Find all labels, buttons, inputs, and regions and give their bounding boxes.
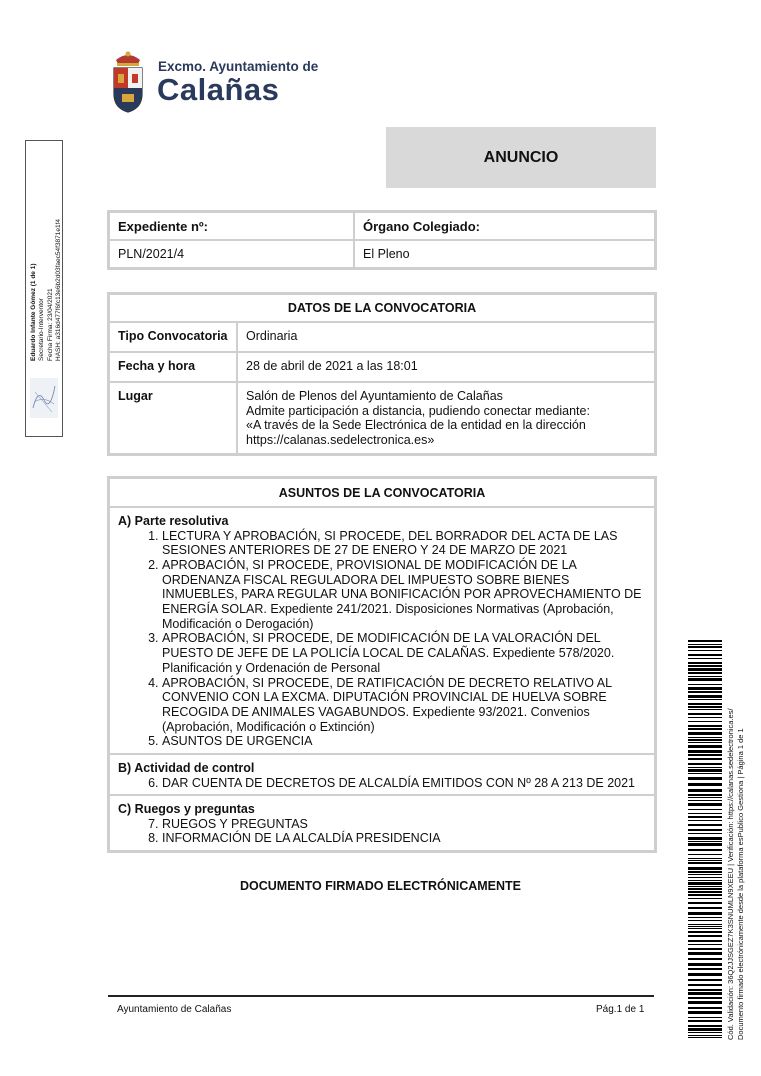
- barcode-bar: [688, 944, 722, 945]
- barcode-bar: [688, 935, 722, 937]
- barcode-bar: [688, 644, 722, 645]
- barcode-bar: [688, 920, 722, 921]
- barcode-bar: [688, 783, 722, 786]
- barcode-bar: [688, 797, 722, 798]
- barcode-bar: [688, 687, 722, 690]
- barcode-bar: [688, 958, 722, 960]
- organo-label: Órgano Colegiado:: [354, 212, 656, 241]
- anuncio-box: [386, 127, 656, 188]
- section-parte-resolutiva: [110, 508, 654, 753]
- agenda-item: 5. ASUNTOS DE URGENCIA: [162, 734, 646, 749]
- barcode-bar: [688, 841, 722, 842]
- barcode-bar: [688, 1037, 722, 1038]
- barcode-bar: [688, 843, 722, 846]
- barcode-bar: [688, 984, 722, 986]
- barcode-bar: [688, 816, 722, 818]
- barcode-bar: [688, 854, 722, 855]
- barcode-bar: [688, 763, 722, 765]
- barcode-bar: [688, 849, 722, 851]
- barcode-bar: [688, 1035, 722, 1036]
- barcode-bar: [688, 813, 722, 814]
- barcode-bar: [688, 742, 722, 743]
- signer-role: Secretario-Interventor: [38, 298, 46, 361]
- barcode-bar: [688, 713, 722, 715]
- agenda-item: 6. DAR CUENTA DE DECRETOS DE ALCALDÍA EMITIDOS CON Nº 28 A 213 DE 2021: [162, 776, 646, 791]
- barcode-bar: [688, 907, 722, 909]
- agenda-item: 3. APROBACIÓN, SI PROCEDE, DE MODIFICACIÓN DE LA VALORACIÓN DEL PUESTO DE JEFE DE LA POLICÍA LOCAL DE CALAÑAS. Expediente 578/2020. Planificación y Ordenación de Personal: [162, 631, 646, 675]
- barcode-bar: [688, 926, 722, 927]
- fecha-hora-value: 28 de abril de 2021 a las 18:01: [237, 352, 656, 382]
- tipo-convocatoria-label: Tipo Convocatoria: [109, 322, 238, 352]
- coat-of-arms-logo: [108, 50, 148, 114]
- barcode-bar: [688, 858, 722, 859]
- asuntos-title: ASUNTOS DE LA CONVOCATORIA: [110, 479, 654, 508]
- barcode-bar: [688, 824, 722, 826]
- lugar-label: Lugar: [109, 382, 238, 455]
- signature-stamp: [25, 140, 63, 437]
- footer-organization: Ayuntamiento de Calañas: [117, 1004, 232, 1015]
- barcode-bar: [688, 1025, 722, 1027]
- lugar-line: Salón de Plenos del Ayuntamiento de Calañas: [246, 389, 503, 403]
- barcode-bar: [688, 665, 722, 667]
- barcode-bar: [688, 717, 722, 718]
- barcode-bar: [688, 928, 722, 929]
- signature-stamp-text: [30, 66, 63, 361]
- barcode-bar: [688, 894, 722, 896]
- agenda-item: 4. APROBACIÓN, SI PROCEDE, DE RATIFICACIÓN DE DECRETO RELATIVO AL CONVENIO CON LA EXCMA. DIPUTACIÓN PROVINCIAL DE HUELVA SOBRE RECOGIDA DE ANIMALES VAGABUNDOS. Expediente 93/2021. Convenios (Aprobación, Modificación o Extinción): [162, 676, 646, 735]
- barcode-bar: [688, 952, 722, 955]
- barcode-bar: [688, 695, 722, 698]
- barcode-bar: [688, 650, 722, 651]
- agenda-item: 8. INFORMACIÓN DE LA ALCALDÍA PRESIDENCIA: [162, 831, 646, 846]
- lugar-line: «A través de la Sede Electrónica de la entidad en la dirección: [246, 418, 586, 432]
- barcode-bar: [688, 794, 722, 796]
- barcode-bar: [688, 668, 722, 671]
- barcode-bar: [688, 997, 722, 999]
- expediente-value: PLN/2021/4: [109, 240, 355, 269]
- datos-title: DATOS DE LA CONVOCATORIA: [109, 294, 656, 323]
- section-title: B) Actividad de control: [118, 761, 255, 776]
- barcode-bar: [688, 882, 722, 885]
- page-number: Pág.1 de 1: [596, 1004, 645, 1015]
- barcode-bar: [688, 888, 722, 890]
- barcode-bar: [688, 800, 722, 801]
- barcode-bar: [688, 672, 722, 674]
- platform-notice: Documento firmado electrónicamente desde la plataforma esPublico Gestiona | Página 1 de 1: [735, 728, 745, 1040]
- handwritten-signature-image: [30, 378, 58, 418]
- organization-prefix: Excmo. Ayuntamiento de: [158, 59, 319, 74]
- barcode-bar: [688, 803, 722, 806]
- barcode-bar: [688, 880, 722, 881]
- barcode-bar: [688, 737, 722, 738]
- barcode-bar: [688, 948, 722, 950]
- barcode-bar: [688, 1001, 722, 1004]
- barcode-bar: [688, 706, 722, 708]
- barcode-bar: [688, 973, 722, 976]
- barcode-bar: [688, 1020, 722, 1022]
- barcode-bar: [688, 860, 722, 861]
- agenda-item: 7. RUEGOS Y PREGUNTAS: [162, 817, 646, 832]
- barcode-bar: [688, 809, 722, 810]
- lugar-value: [237, 382, 656, 455]
- barcode-bar: [688, 725, 722, 727]
- barcode-bar: [688, 1032, 722, 1033]
- barcode-bar: [688, 676, 722, 677]
- barcode-bar: [688, 640, 722, 642]
- barcode-bar: [688, 874, 722, 875]
- barcode-bar: [688, 662, 722, 664]
- document-title: ANUNCIO: [483, 148, 559, 166]
- barcode-bar: [688, 750, 722, 753]
- section-ruegos-preguntas: [110, 794, 654, 850]
- barcode-bar: [688, 684, 722, 685]
- barcode-bar: [688, 862, 722, 864]
- expediente-label: Expediente nº:: [109, 212, 355, 241]
- barcode-bar: [688, 891, 722, 893]
- barcode-bar: [688, 968, 722, 970]
- barcode-bar: [688, 721, 722, 722]
- barcode-bar: [688, 709, 722, 710]
- expediente-table: [107, 210, 657, 270]
- barcode-bar: [688, 924, 722, 925]
- barcode-bar: [688, 728, 722, 730]
- footer-divider: [108, 995, 654, 997]
- barcode-bar: [688, 837, 722, 840]
- agenda-item: 1. LECTURA Y APROBACIÓN, SI PROCEDE, DEL BORRADOR DEL ACTA DE LAS SESIONES ANTERIORES DE 27 DE ENERO Y 24 DE MARZO DE 2021: [162, 529, 646, 558]
- signed-notice: DOCUMENTO FIRMADO ELECTRÓNICAMENTE: [239, 879, 521, 893]
- barcode-bar: [688, 886, 722, 887]
- barcode-bar: [688, 754, 722, 756]
- barcode-bar: [688, 654, 722, 656]
- barcode-bar: [688, 773, 722, 774]
- barcode-bar: [688, 703, 722, 705]
- verification-text: [726, 708, 745, 1040]
- barcode-bar: [688, 989, 722, 991]
- organization-name: Calañas: [157, 72, 280, 107]
- barcode-bar: [688, 1011, 722, 1014]
- datos-convocatoria-table: [107, 292, 657, 456]
- verification-code[interactable]: Cód. Validación: 36Q2JJSGEZ7K3SNUMLN9XEEU | Verificación: https://calanas.sedelectronica.es/: [726, 708, 735, 1040]
- barcode-bar: [688, 871, 722, 873]
- barcode-bar: [688, 931, 722, 933]
- signer-name: Eduardo Infante Gómez (1 de 1): [30, 263, 37, 361]
- barcode-bar: [688, 678, 722, 681]
- organo-value: El Pleno: [354, 240, 656, 269]
- barcode-bar: [688, 658, 722, 659]
- barcode-bar: [688, 963, 722, 966]
- lugar-link[interactable]: https://calanas.sedelectronica.es»: [246, 432, 435, 447]
- barcode-bar: [688, 833, 722, 834]
- barcode-bar: [688, 745, 722, 748]
- barcode-bar: [688, 917, 722, 918]
- tipo-convocatoria-value: Ordinaria: [237, 322, 656, 352]
- barcode-bar: [688, 940, 722, 942]
- barcode-bar: [688, 789, 722, 792]
- barcode-bar: [688, 902, 722, 904]
- barcode-bar: [688, 877, 722, 878]
- barcode-bar: [688, 758, 722, 760]
- barcode-bar: [688, 777, 722, 780]
- barcode-bar: [688, 1028, 722, 1031]
- section-title: A) Parte resolutiva: [118, 514, 229, 528]
- barcode-bar: [688, 898, 722, 899]
- barcode-bar: [688, 867, 722, 870]
- barcode-bar: [688, 646, 722, 648]
- barcode-bar: [688, 691, 722, 693]
- section-actividad-control: [110, 753, 654, 794]
- signature-hash: HASH: a316d477f6fc13e6b2d03faec54f3871e1f4: [54, 218, 62, 361]
- barcode-bar: [688, 979, 722, 981]
- barcode-bar: [688, 820, 722, 821]
- barcode-bar: [688, 992, 722, 995]
- asuntos-convocatoria: [107, 476, 657, 853]
- barcode: [688, 640, 722, 1038]
- lugar-line: Admite participación a distancia, pudiendo conectar mediante:: [246, 403, 590, 418]
- barcode-bar: [688, 739, 722, 741]
- signature-date: Fecha Firma: 23/04/2021: [46, 288, 54, 361]
- barcode-bar: [688, 699, 722, 700]
- barcode-bar: [688, 1007, 722, 1009]
- barcode-bar: [688, 767, 722, 768]
- barcode-bar: [688, 912, 722, 915]
- barcode-bar: [688, 829, 722, 831]
- fecha-hora-label: Fecha y hora: [109, 352, 238, 382]
- barcode-bar: [688, 732, 722, 735]
- section-title: C) Ruegos y preguntas: [118, 802, 255, 817]
- barcode-bar: [688, 1017, 722, 1018]
- agenda-item: 2. APROBACIÓN, SI PROCEDE, PROVISIONAL DE MODIFICACIÓN DE LA ORDENANZA FISCAL REGULADORA DEL IMPUESTO SOBRE BIENES INMUEBLES, PARA REGULAR UNA BONIFICACIÓN POR APROVECHAMIENTO DE ENERGÍA SOLAR. Expediente 241/2021. Disposiciones Normativas (Aprobación, Modificación o Derogación): [162, 558, 646, 632]
- barcode-bar: [688, 769, 722, 772]
